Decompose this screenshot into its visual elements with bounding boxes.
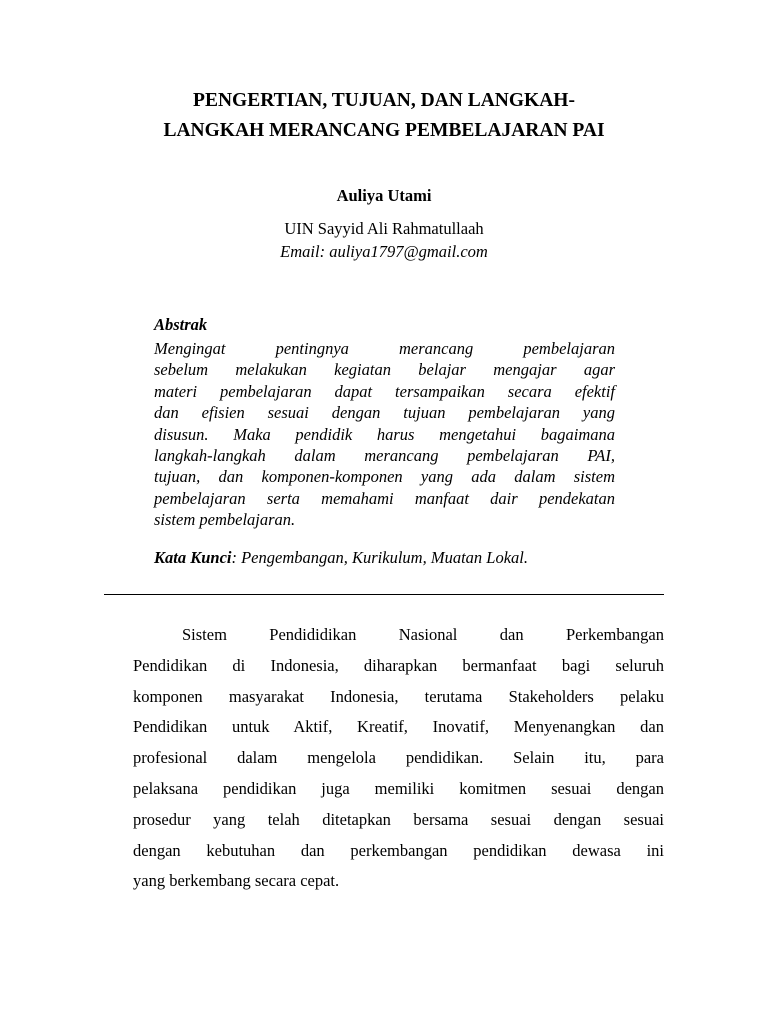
paper-title: [0, 86, 768, 146]
body-line: Sistem Pendididikan Nasional dan Perkembangan: [182, 625, 664, 644]
abstract-line: pembelajaran serta memahami manfaat dair pendekatan: [154, 488, 615, 508]
section-divider: [104, 594, 664, 595]
paper-title-line-2: LANGKAH MERANCANG PEMBELAJARAN PAI: [163, 120, 605, 141]
author-name: Auliya Utami: [336, 186, 432, 205]
abstract-line: materi pembelajaran dapat tersampaikan secara efektif: [154, 381, 615, 401]
abstract-line: dan efisien sesuai dengan tujuan pembelajaran yang: [154, 403, 615, 423]
author-email: Email: auliya1797@gmail.com: [280, 242, 488, 261]
body-paragraph: [133, 620, 664, 897]
abstract-line: disusun. Maka pendidik harus mengetahui bagaimana: [154, 424, 615, 444]
keywords: [154, 548, 528, 568]
body-line: dengan kebutuhan dan perkembangan pendidikan dewasa ini: [133, 840, 664, 860]
abstract-line: tujuan, dan komponen-komponen yang ada dalam sistem: [154, 467, 615, 487]
abstract-heading: Abstrak: [154, 315, 208, 334]
keywords-label: Kata Kunci: [154, 548, 232, 567]
abstract-body: [154, 338, 615, 531]
body-line: Pendidikan untuk Aktif, Kreatif, Inovatif, Menyenangkan dan: [133, 717, 664, 737]
paper-title-line-1: PENGERTIAN, TUJUAN, DAN LANGKAH-: [193, 90, 575, 111]
abstract-line: langkah-langkah dalam merancang pembelajaran PAI,: [154, 445, 615, 465]
body-line: prosedur yang telah ditetapkan bersama sesuai dengan sesuai: [133, 809, 664, 829]
body-line: yang berkembang secara cepat.: [133, 871, 340, 891]
abstract-line: sebelum melakukan kegiatan belajar mengajar agar: [154, 360, 615, 380]
author-affiliation: UIN Sayyid Ali Rahmatullaah: [284, 219, 484, 238]
keywords-text: : Pengembangan, Kurikulum, Muatan Lokal.: [231, 548, 528, 567]
body-line: komponen masyarakat Indonesia, terutama Stakeholders pelaku: [133, 686, 664, 706]
body-line: Pendidikan di Indonesia, diharapkan bermanfaat bagi seluruh: [133, 655, 664, 675]
abstract-line: Mengingat pentingnya merancang pembelajaran: [154, 339, 615, 358]
body-line: profesional dalam mengelola pendidikan. Selain itu, para: [133, 748, 664, 768]
body-line: pelaksana pendidikan juga memiliki komitmen sesuai dengan: [133, 778, 664, 798]
abstract-line: sistem pembelajaran.: [154, 510, 296, 530]
